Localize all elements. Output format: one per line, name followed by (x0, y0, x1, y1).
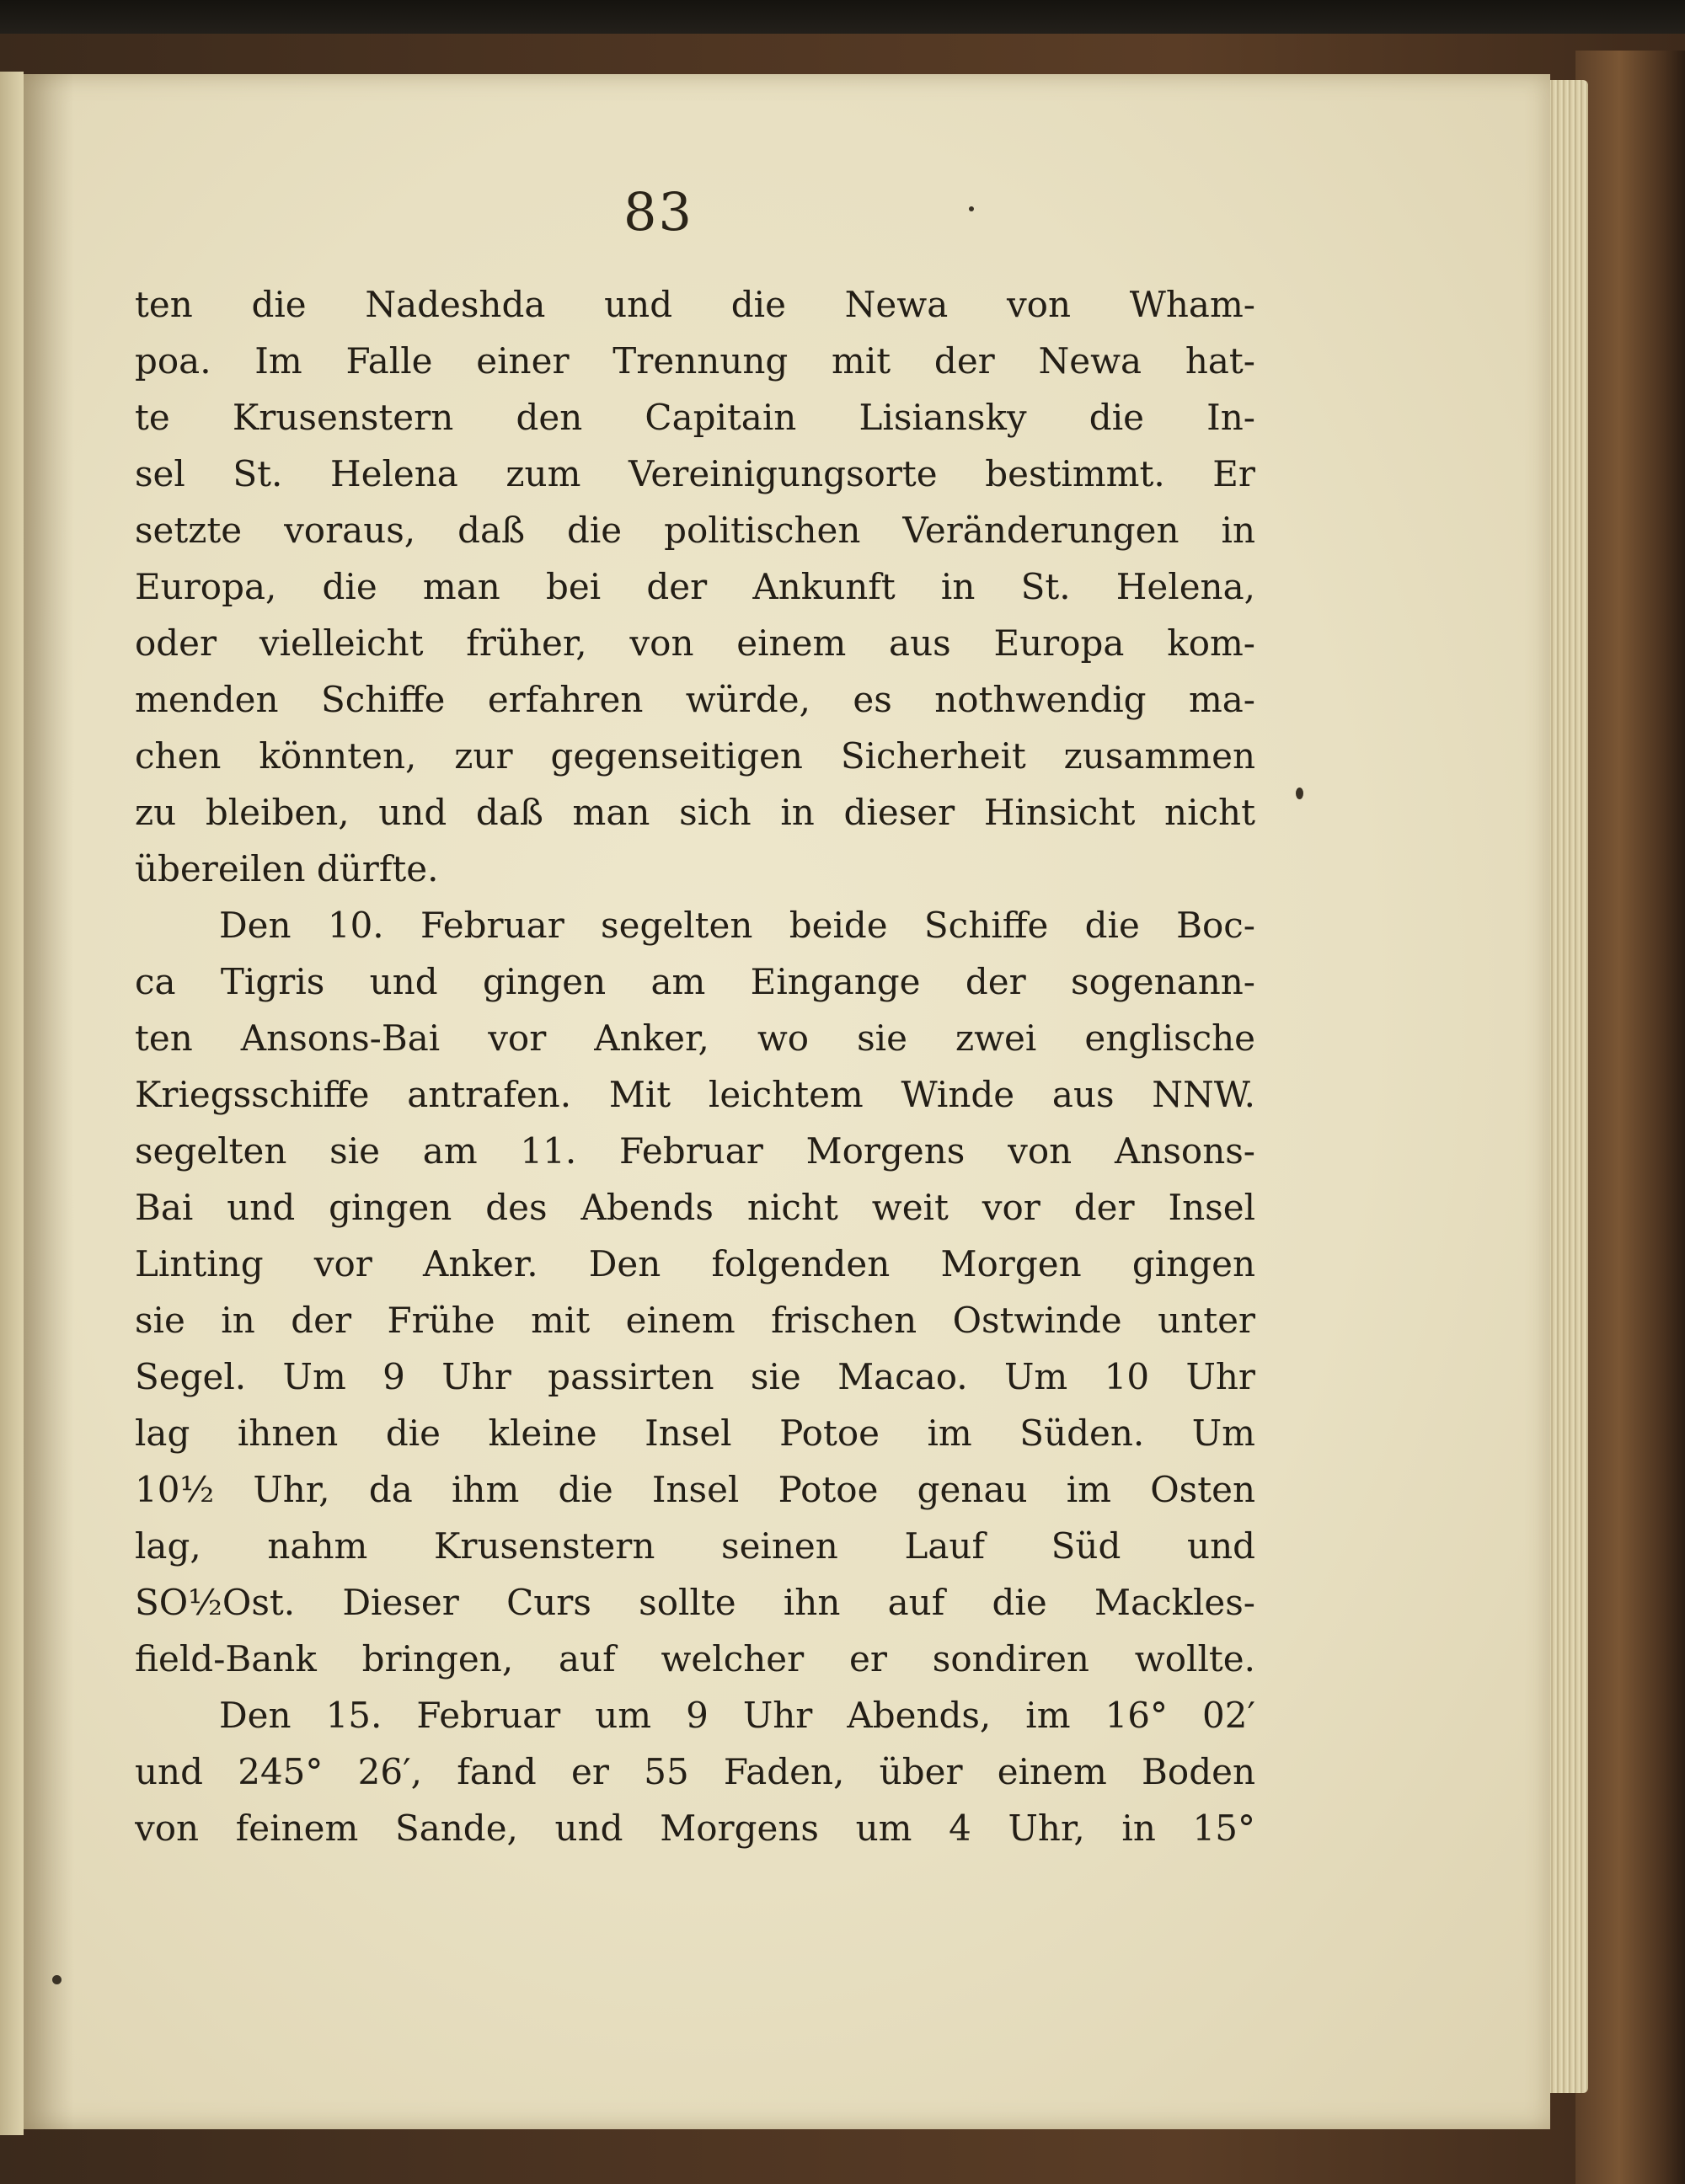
text-line: 10½ Uhr, da ihm die Insel Potoe genau im Osten (135, 1469, 1255, 1510)
ink-speck (52, 1975, 62, 1984)
text-line: sel St. Helena zum Vereinigungsorte bestimmt. Er (135, 453, 1255, 494)
text-line: ten Ansons-Bai vor Anker, wo sie zwei englische (135, 1017, 1255, 1059)
page-number: 83 (623, 181, 693, 243)
text-line: ten die Nadeshda und die Newa von Wham- (135, 284, 1255, 325)
text-line: ca Tigris und gingen am Eingange der sogenann- (135, 961, 1255, 1002)
text-line: zu bleiben, und daß man sich in dieser Hinsicht nicht (135, 792, 1255, 833)
text-line: und 245° 26′, fand er 55 Faden, über einem Boden (135, 1751, 1255, 1792)
ink-speck (1296, 788, 1303, 799)
text-line: te Krusenstern den Capitain Lisiansky die In- (135, 397, 1255, 438)
gutter-shadow (24, 74, 74, 2129)
text-line: oder vielleicht früher, von einem aus Europa kom- (135, 622, 1255, 664)
text-line: Kriegsschiffe antrafen. Mit leichtem Winde aus NNW. (135, 1074, 1255, 1115)
text-line: lag ihnen die kleine Insel Potoe im Süden. Um (135, 1412, 1255, 1454)
text-line: Segel. Um 9 Uhr passirten sie Macao. Um 10 Uhr (135, 1356, 1255, 1397)
text-line: SO½Ost. Dieser Curs sollte ihn auf die Mackles- (135, 1582, 1255, 1623)
text-line: Europa, die man bei der Ankunft in St. Helena, (135, 566, 1255, 607)
text-line: chen könnten, zur gegenseitigen Sicherheit zusammen (135, 735, 1255, 777)
text-line: setzte voraus, daß die politischen Veränderungen in (135, 510, 1255, 551)
text-line: Den 10. Februar segelten beide Schiffe die Boc- (219, 905, 1255, 946)
text-line: Linting vor Anker. Den folgenden Morgen gingen (135, 1243, 1255, 1284)
book-cover-edge (1575, 51, 1685, 2184)
text-line: Bai und gingen des Abends nicht weit vor der Insel (135, 1187, 1255, 1228)
text-line: Den 15. Februar um 9 Uhr Abends, im 16° 02′ (219, 1695, 1255, 1736)
text-line: segelten sie am 11. Februar Morgens von Ansons- (135, 1130, 1255, 1172)
text-line: von feinem Sande, und Morgens um 4 Uhr, in 15° (135, 1808, 1255, 1849)
text-line: menden Schiffe erfahren würde, es nothwendig ma- (135, 679, 1255, 720)
left-page-edge (0, 72, 24, 2135)
text-line: lag, nahm Krusenstern seinen Lauf Süd und (135, 1525, 1255, 1567)
text-line: poa. Im Falle einer Trennung mit der Newa hat- (135, 340, 1255, 382)
ink-speck (969, 206, 974, 211)
text-line: übereilen dürfte. (135, 848, 439, 889)
body-text (135, 276, 1255, 1856)
text-line: sie in der Frühe mit einem frischen Ostwinde unter (135, 1300, 1255, 1341)
text-line: field-Bank bringen, auf welcher er sondiren wollte. (135, 1638, 1255, 1679)
